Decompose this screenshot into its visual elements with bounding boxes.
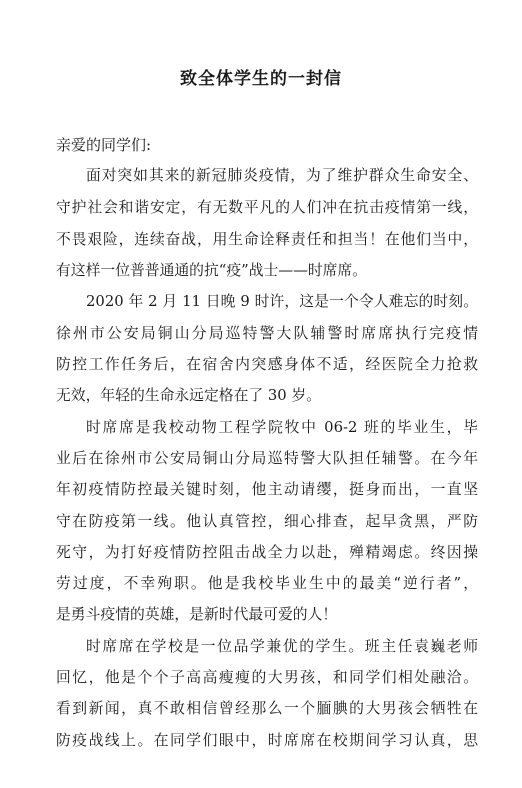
paragraph-line: 看到新闻，真不敢相信曾经那么一个腼腆的大男孩会牺牲在 — [56, 700, 478, 717]
paragraph-line: 守护社会和谐安定，有无数平凡的人们冲在抗击疫情第一线， — [56, 199, 478, 216]
paragraph-line: 2020 年 2 月 11 日晚 9 时许，这是一个令人难忘的时刻。 — [86, 293, 478, 310]
paragraph-line: 时席席是我校动物工程学院牧中 06-2 班的毕业生，毕 — [86, 419, 478, 436]
paragraph-line: 是勇斗疫情的英雄，是新时代最可爱的人！ — [56, 606, 338, 623]
salutation: 亲爱的同学们: — [56, 136, 152, 154]
paragraph-line: 不畏艰险，连续奋战，用生命诠释责任和担当！在他们当中， — [56, 231, 478, 248]
paragraph-line: 无效，年轻的生命永远定格在了 30 岁。 — [56, 387, 321, 404]
paragraph-line: 徐州市公安局铜山分局巡特警大队辅警时席席执行完疫情 — [56, 325, 478, 342]
paragraph-line: 面对突如其来的新冠肺炎疫情，为了维护群众生命安全、 — [86, 167, 478, 184]
paragraph-line: 守在防疫第一线。他认真管控，细心排查，起早贪黑，严防 — [56, 513, 478, 530]
paragraph-line: 回忆，他是个个子高高瘦瘦的大男孩，和同学们相处融洽。 — [56, 669, 478, 686]
paragraph-line: 劳过度，不幸殉职。他是我校毕业生中的最美“逆行者”， — [56, 575, 478, 592]
paragraph-line: 时席席在学校是一位品学兼优的学生。班主任袁巍老师 — [86, 638, 478, 655]
letter-title: 致全体学生的一封信 — [180, 69, 342, 89]
paragraph-line: 有这样一位普普通通的抗“疫”战士——时席席。 — [56, 262, 368, 279]
paragraph-line: 业后在徐州市公安局铜山分局巡特警大队担任辅警。在今年 — [56, 450, 478, 467]
paragraph-line: 防控工作任务后，在宿舍内突感身体不适，经医院全力抢救 — [56, 356, 478, 373]
paragraph-line: 死守，为打好疫情防控阻击战全力以赴，殚精竭虑。终因操 — [56, 544, 478, 561]
paragraph-line: 防疫战线上。在同学们眼中，时席席在校期间学习认真，思 — [56, 732, 478, 749]
paragraph-line: 年初疫情防控最关键时刻，他主动请缨，挺身而出，一直坚 — [56, 481, 478, 498]
